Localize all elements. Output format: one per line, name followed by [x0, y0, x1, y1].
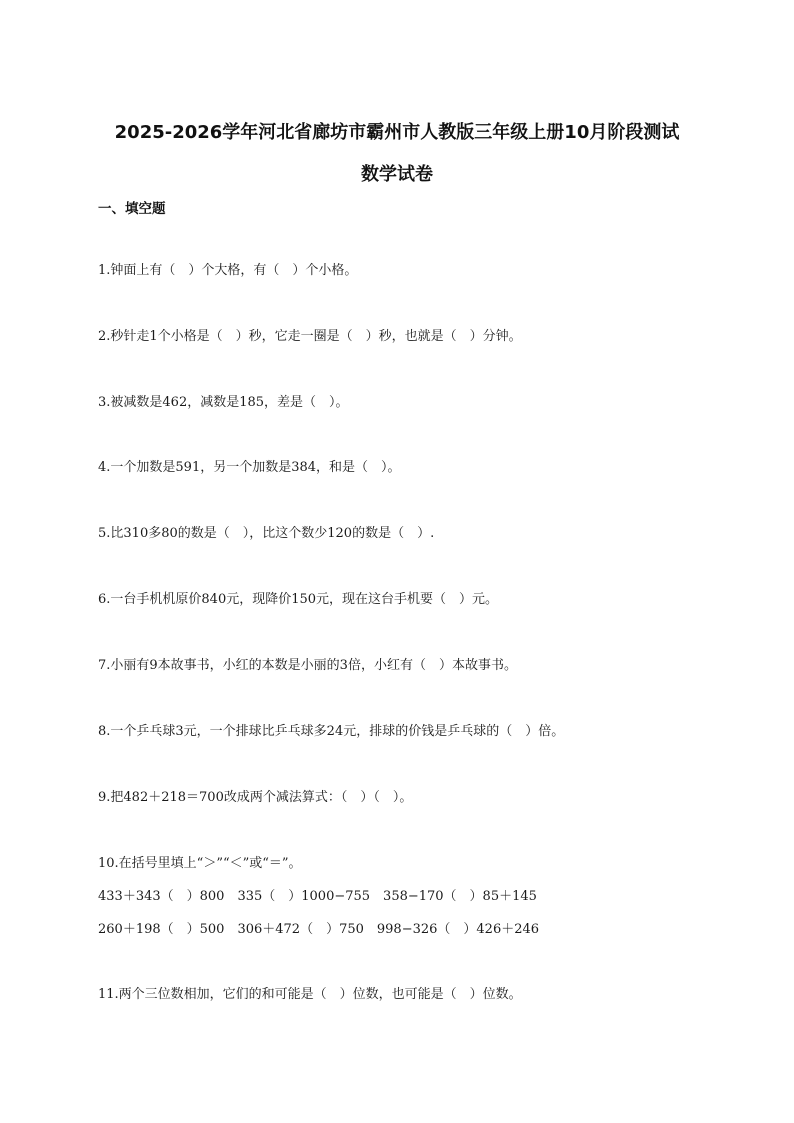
- section-heading: 一、填空题: [98, 201, 166, 217]
- question-7: 7.小丽有9本故事书，小红的本数是小丽的3倍，小红有（ ）本故事书。: [98, 658, 517, 673]
- question-6: 6.一台手机机原价840元，现降价150元，现在这台手机要（ ）元。: [98, 592, 499, 607]
- question-10-row-1: 433＋343（ ）800 335（ ）1000−755 358−170（ ）85＋145: [98, 889, 537, 904]
- question-10: 10.在括号里填上“＞”“＜”或“＝”。: [98, 856, 302, 871]
- exam-title: 2025-2026学年河北省廊坊市霸州市人教版三年级上册10月阶段测试: [114, 122, 680, 143]
- question-5: 5.比310多80的数是（ ），比这个数少120的数是（ ）.: [98, 526, 435, 541]
- question-4: 4.一个加数是591，另一个加数是384，和是（ ）。: [98, 460, 401, 475]
- question-3: 3.被减数是462，减数是185，差是（ ）。: [98, 395, 349, 410]
- exam-subtitle: 数学试卷: [361, 164, 433, 185]
- question-10-row-2: 260＋198（ ）500 306＋472（ ）750 998−326（ ）426＋246: [98, 922, 540, 937]
- question-9: 9.把482＋218＝700改成两个减法算式：（ ）（ ）。: [98, 790, 413, 805]
- question-11: 11.两个三位数相加，它们的和可能是（ ）位数，也可能是（ ）位数。: [98, 987, 522, 1002]
- question-1: 1.钟面上有（ ）个大格，有（ ）个小格。: [98, 263, 358, 278]
- question-8: 8.一个乒乓球3元，一个排球比乒乓球多24元，排球的价钱是乒乓球的（ ）倍。: [98, 724, 565, 739]
- question-2: 2.秒针走1个小格是（ ）秒，它走一圈是（ ）秒，也就是（ ）分钟。: [98, 329, 522, 344]
